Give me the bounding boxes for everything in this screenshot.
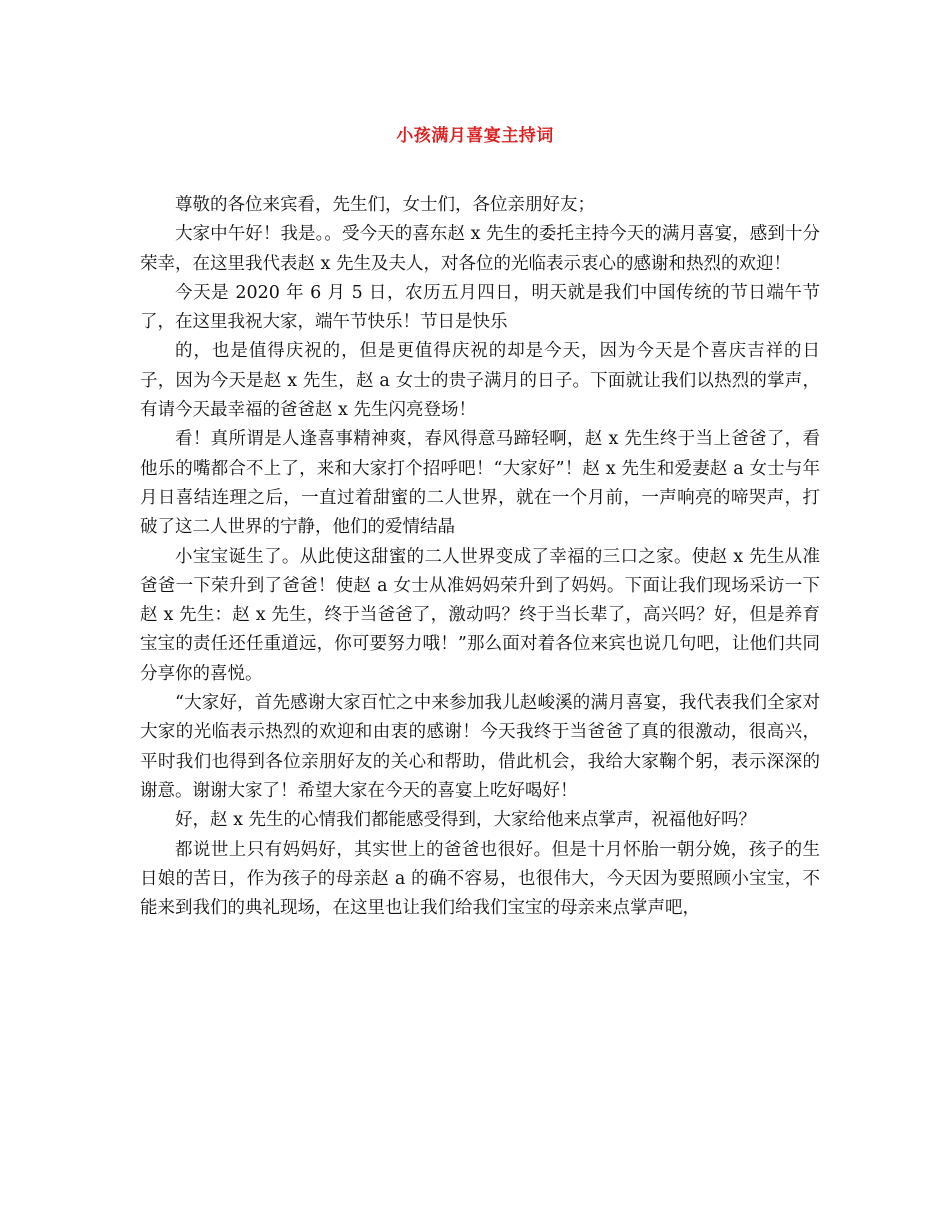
document-title: 小孩满月喜宴主持词 <box>396 126 554 146</box>
paragraph: 今天是 2020 年 6 月 5 日，农历五月四日，明天就是我们中国传统的节日端午节了，在这里我祝大家，端午节快乐！节日是快乐 <box>140 282 820 333</box>
paragraph: 的，也是值得庆祝的，但是更值得庆祝的却是今天，因为今天是个喜庆吉祥的日子，因为今天是赵 x 先生，赵 a 女士的贵子满月的日子。下面就让我们以热烈的掌声，有请今天最幸福的爸爸赵 x 先生闪亮登场！ <box>140 341 820 421</box>
paragraph: 尊敬的各位来宾看，先生们，女士们，各位亲朋好友； <box>175 195 595 215</box>
paragraph: 都说世上只有妈妈好，其实世上的爸爸也很好。但是十月怀胎一朝分娩，孩子的生日娘的苦日，作为孩子的母亲赵 a 的确不容易，也很伟大，今天因为要照顾小宝宝，不能来到我们的典礼现场，在这里也让我们给我们宝宝的母亲来点掌声吧， <box>140 839 820 919</box>
paragraph: 好，赵 x 先生的心情我们都能感受得到，大家给他来点掌声，祝福他好吗？ <box>175 810 756 831</box>
paragraph: 大家中午好！我是。。受今天的喜东赵 x 先生的委托主持今天的满月喜宴，感到十分荣幸，在这里我代表赵 x 先生及夫人，对各位的光临表示衷心的感谢和热烈的欢迎！ <box>140 224 820 274</box>
document-body <box>140 191 820 923</box>
paragraph: “大家好，首先感谢大家百忙之中来参加我儿赵峻溪的满月喜宴，我代表我们全家对大家的光临表示热烈的欢迎和由衷的感谢！今天我终于当爸爸了真的很激动，很高兴，平时我们也得到各位亲朋好友的关心和帮助，借此机会，我给大家鞠个躬，表示深深的谢意。谢谢大家了！希望大家在今天的喜宴上吃好喝好！ <box>140 693 820 801</box>
paragraph: 小宝宝诞生了。从此使这甜蜜的二人世界变成了幸福的三口之家。使赵 x 先生从准爸爸一下荣升到了爸爸！使赵 a 女士从准妈妈荣升到了妈妈。下面让我们现场采访一下赵 x 先生：赵 x 先生，终于当爸爸了，激动吗？终于当长辈了，高兴吗？好，但是养育宝宝的责任还任重道远，你可要努力哦！”那么面对着各位来宾也说几句吧，让他们共同分享你的喜悦。 <box>140 546 820 684</box>
paragraph: 看！真所谓是人逢喜事精神爽，春风得意马蹄轻啊，赵 x 先生终于当上爸爸了，看他乐的嘴都合不上了，来和大家打个招呼吧！“大家好”！赵 x 先生和爱妻赵 a 女士与年月日喜结连理之后，一直过着甜蜜的二人世界，就在一个月前，一声响亮的啼哭声，打破了这二人世界的宁静，他们的爱情结晶 <box>140 429 820 538</box>
